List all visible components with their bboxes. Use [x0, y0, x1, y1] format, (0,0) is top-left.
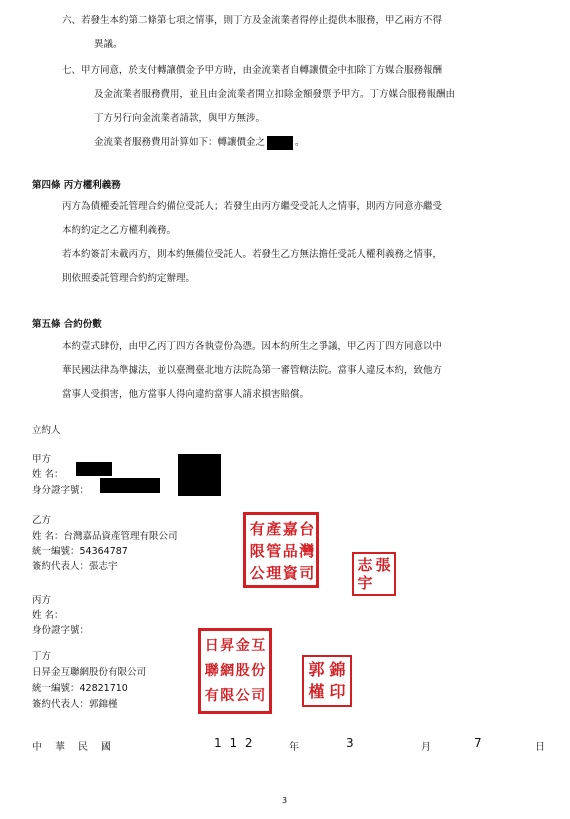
party-b-company-seal-glyph: 資 [282, 563, 298, 582]
date-month: 3 [346, 736, 354, 750]
date-era-2: 華 [55, 742, 65, 753]
party-b-company-seal-glyph: 台 [299, 519, 315, 538]
party-b-company-seal-glyph: 有 [249, 519, 265, 538]
party-d-representative-seal-glyph: 錦 [329, 660, 346, 679]
party-c-id-label: 身份證字號： [32, 625, 90, 636]
party-d-company-seal-glyph: 份 [251, 662, 266, 679]
party-d-company-seal-glyph: 有 [204, 687, 219, 704]
party-b-company-seal-glyph: 理 [266, 563, 282, 582]
party-d-company-seal-glyph: 聯 [204, 662, 219, 679]
party-d-company-seal-glyph: 公 [235, 687, 250, 704]
party-d-representative-seal-glyph: 槿 [308, 682, 325, 701]
article-4-p2-line-2: 則依照委託管理合約約定辦理。 [62, 273, 196, 284]
date-day: 7 [474, 736, 482, 750]
date-era-4: 國 [101, 742, 111, 753]
party-d-company-seal-glyph: 金 [235, 638, 250, 655]
party-a-name-redaction [76, 462, 112, 476]
party-b-company-seal-glyph: 嘉 [282, 519, 298, 538]
party-d-company-seal-glyph: 網 [220, 662, 235, 679]
fee-prefix: 金流業者服務費用計算如下：轉讓價金之 [94, 137, 266, 148]
party-a-label: 甲方 [32, 454, 52, 465]
party-b-name: 姓 名：台灣嘉品資產管理有限公司 [32, 531, 178, 542]
article-5-heading: 第五條 合約份數 [32, 319, 102, 330]
party-b-company-seal-glyph: 灣 [299, 541, 315, 560]
party-d-company-seal-glyph: 股 [235, 662, 250, 679]
item-7-line-3: 丁方另行向金流業者請款，與甲方無涉。 [94, 113, 266, 124]
party-b-representative: 簽約代表人：張志宇 [32, 561, 118, 572]
party-d-company-seal-glyph: 日 [204, 638, 219, 655]
party-b-company-seal-glyph: 公 [249, 563, 265, 582]
party-d-name: 日昇金互聯網股份有限公司 [32, 667, 147, 678]
date-day-unit: 日 [535, 742, 545, 753]
item-6-line-1: 六、若發生本約第二條第七項之情事，則丁方及金流業者得停止提供本服務，甲乙兩方不得 [62, 15, 443, 26]
party-b-representative-seal-glyph: 志 [357, 555, 373, 574]
item-7-line-2: 及金流業者服務費用，並且由金流業者開立扣除金額發票予甲方。丁方媒合服務報酬由 [94, 89, 456, 100]
item-7-line-1: 七、甲方同意，於支付轉讓價金予甲方時，由金流業者自轉讓價金中扣除丁方媒合服務報酬 [62, 65, 443, 76]
fee-suffix: 。 [295, 137, 305, 148]
article-4-p1-line-1: 丙方為債權委託管理合約備位受託人；若發生由丙方繼受受託人之情事，則丙方同意亦繼受 [62, 201, 443, 212]
party-a-name-label: 姓 名： [32, 469, 64, 480]
party-b-representative-seal [352, 552, 396, 596]
party-b-label: 乙方 [32, 515, 52, 526]
date-era-1: 中 [32, 742, 42, 753]
signatories-title: 立約人 [32, 425, 61, 436]
article-5-line-2: 華民國法律為準據法，並以臺灣臺北地方法院為第一審管轄法院。當事人違反本約，致他方 [62, 365, 443, 376]
party-c-name-label: 姓 名： [32, 610, 64, 621]
article-4-p2-line-1: 若本約簽訂未載丙方，則本約無備位受託人。若發生乙方無法擔任受託人權利義務之情事， [62, 249, 443, 260]
date-month-unit: 月 [421, 742, 431, 753]
party-d-company-seal-glyph: 互 [251, 638, 266, 655]
party-b-company-seal [243, 512, 319, 588]
party-b-company-seal-glyph: 產 [266, 519, 282, 538]
party-b-representative-seal-glyph: 宇 [357, 573, 373, 592]
party-b-company-seal-glyph: 品 [282, 541, 298, 560]
party-d-representative-seal-glyph: 印 [329, 682, 346, 701]
party-d-tax-id: 統一編號：42821710 [32, 683, 128, 694]
party-a-seal-redaction [178, 454, 221, 496]
article-4-heading: 第四條 丙方權利義務 [32, 180, 121, 191]
party-d-representative: 簽約代表人：郭錦槿 [32, 699, 118, 710]
fee-redaction [267, 136, 293, 150]
party-c-label: 丙方 [32, 595, 52, 606]
party-b-tax-id: 統一編號：54364787 [32, 546, 128, 557]
item-6-line-2: 異議。 [94, 39, 123, 50]
date-year-unit: 年 [289, 742, 299, 753]
party-b-company-seal-glyph: 管 [266, 541, 282, 560]
article-5-line-3: 當事人受損害，他方當事人得向違約當事人請求損害賠償。 [62, 389, 310, 400]
party-a-id-label: 身分證字號： [32, 485, 90, 496]
party-d-company-seal-glyph: 司 [251, 687, 266, 704]
party-b-representative-seal-glyph: 張 [375, 555, 391, 574]
page-number: 3 [282, 796, 288, 805]
article-5-line-1: 本約壹式肆份，由甲乙丙丁四方各執壹份為憑。因本約所生之爭議，甲乙丙丁四方同意以中 [62, 341, 443, 352]
party-b-company-seal-glyph: 司 [299, 563, 315, 582]
party-d-representative-seal [302, 655, 352, 707]
party-d-company-seal-glyph: 昇 [220, 638, 235, 655]
party-d-label: 丁方 [32, 651, 52, 662]
fee-line [94, 134, 305, 150]
article-4-p1-line-2: 本約約定之乙方權利義務。 [62, 225, 177, 236]
party-b-company-seal-glyph: 限 [249, 541, 265, 560]
date-era-3: 民 [78, 742, 88, 753]
party-d-company-seal-glyph: 限 [220, 687, 235, 704]
party-d-representative-seal-glyph: 郭 [308, 660, 325, 679]
date-year: 1 1 2 [214, 736, 255, 750]
party-d-company-seal [198, 628, 272, 714]
party-a-id-redaction [100, 478, 160, 493]
